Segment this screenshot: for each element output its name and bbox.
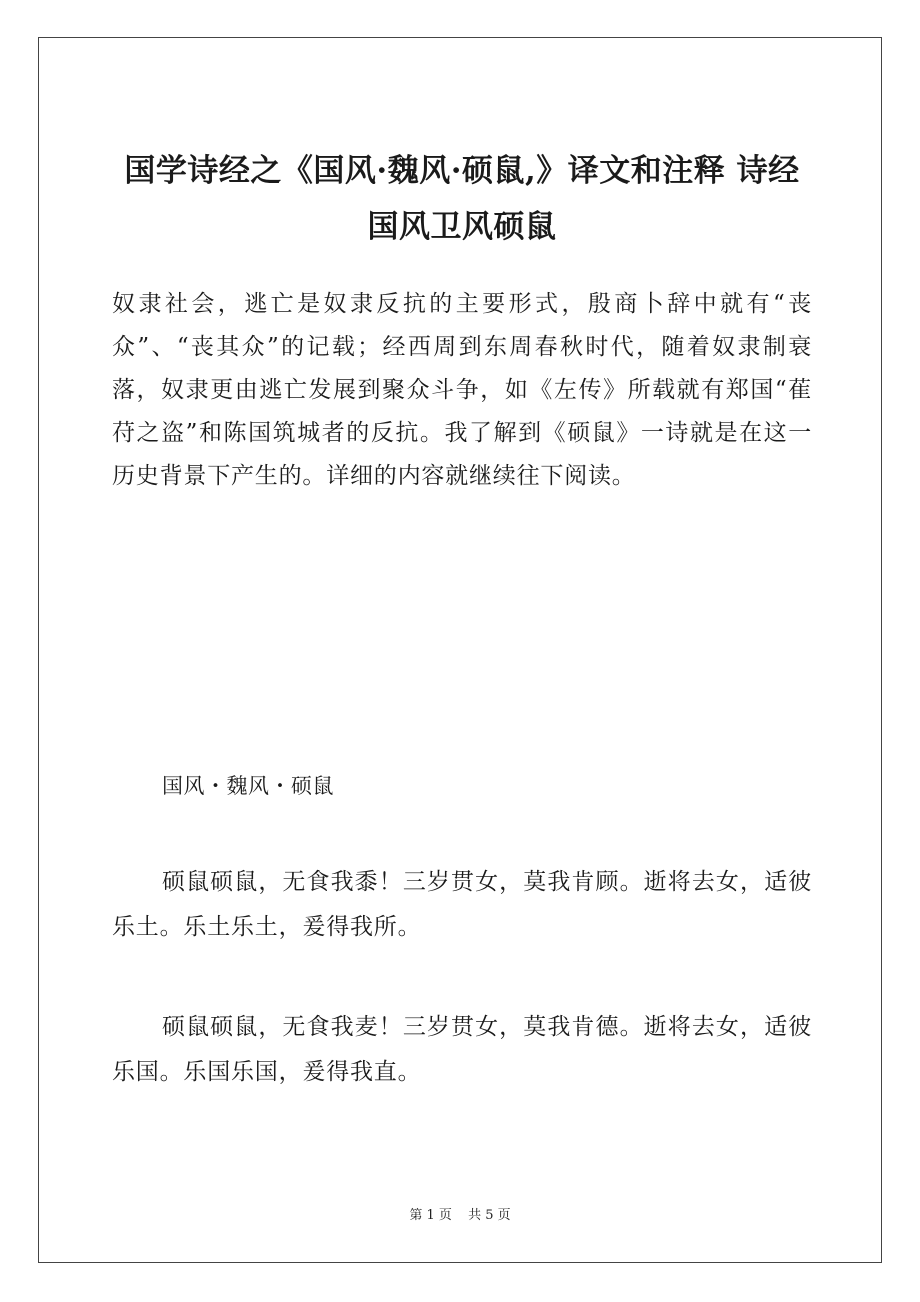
poem-stanza-1: 硕鼠硕鼠，无食我黍！三岁贯女，莫我肯顾。逝将去女，适彼乐土。乐土乐土，爰得我所。 [112,869,812,940]
document-title: 国学诗经之《国风·魏风·硕鼠,》译文和注释 诗经国风卫风硕鼠 [124,153,800,245]
page-number-total: 共 5 页 [468,1208,511,1223]
poem-stanza-2: 硕鼠硕鼠，无食我麦！三岁贯女，莫我肯德。逝将去女，适彼乐国。乐国乐国，爰得我直。 [112,1014,812,1085]
page-footer [0,1206,920,1226]
intro-paragraph: 奴隶社会，逃亡是奴隶反抗的主要形式，殷商卜辞中就有“丧众”、“丧其众”的记载；经西周到东周春秋时代，随着奴隶制衰落，奴隶更由逃亡发展到聚众斗争，如《左传》所载就有郑国“萑苻之盗”和陈国筑城者的反抗。我了解到《硕鼠》一诗就是在这一历史背景下产生的。详细的内容就继续往下阅读。 [112,291,812,489]
poem-heading: 国风・魏风・硕鼠 [162,774,334,798]
page-number-current: 第 1 页 [409,1208,452,1223]
